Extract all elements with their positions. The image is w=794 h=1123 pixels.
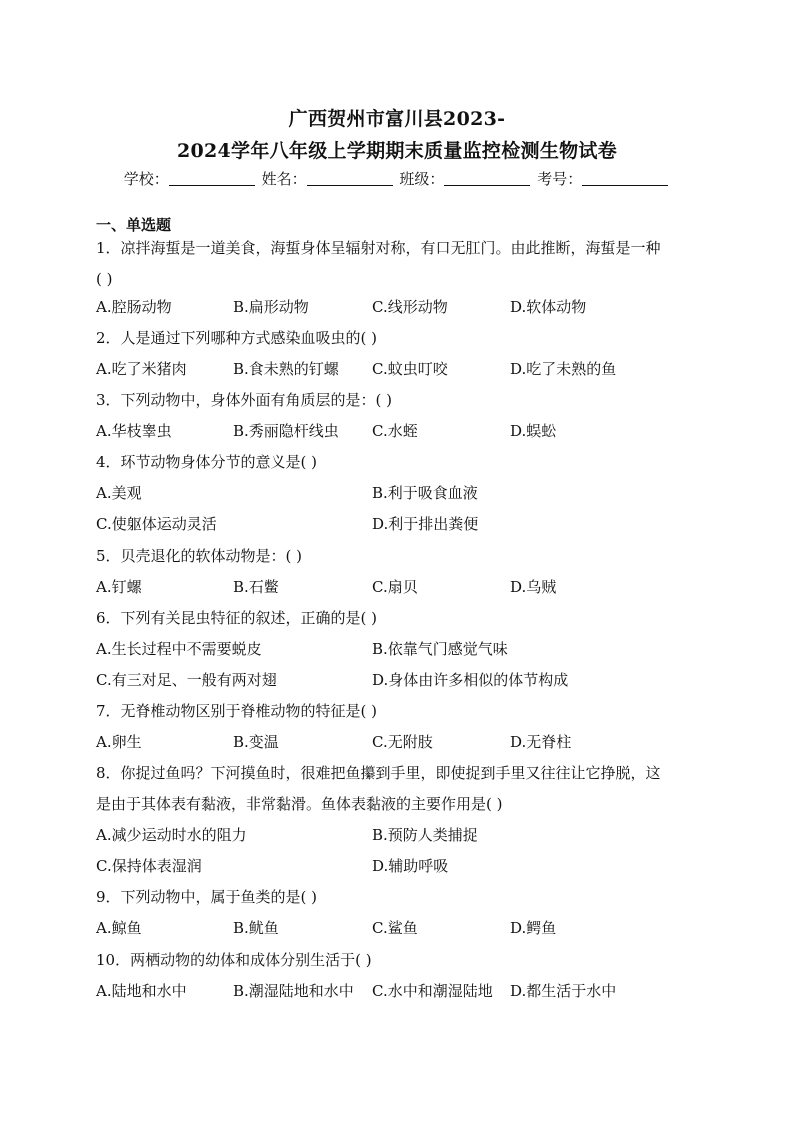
question-3-option-a: A.华枝睾虫: [96, 422, 172, 440]
question-1-options: [96, 296, 706, 318]
question-10-options: [96, 980, 706, 1002]
number-label: 考号：: [537, 170, 583, 188]
question-7-option-a: A.卵生: [96, 733, 142, 751]
question-6-option-a: A.生长过程中不需要蜕皮: [96, 640, 262, 658]
question-5-option-d: D.乌贼: [510, 578, 557, 596]
question-9-options: [96, 917, 706, 939]
question-6-options-row-2: [96, 669, 706, 691]
class-label: 班级：: [399, 170, 445, 188]
question-4-options-row-2: [96, 513, 706, 535]
question-4-option-a: A.美观: [96, 484, 142, 502]
question-1-option-c: C.线形动物: [372, 298, 448, 316]
section-heading: 一、单选题: [96, 216, 172, 234]
question-1-option-b: B.扁形动物: [233, 298, 309, 316]
question-10-option-a: A.陆地和水中: [96, 982, 187, 1000]
question-5-option-a: A.钉螺: [96, 578, 142, 596]
question-7-option-d: D.无脊柱: [510, 733, 572, 751]
question-6-option-b: B.依靠气门感觉气味: [372, 640, 508, 658]
question-7-option-c: C.无附肢: [372, 733, 433, 751]
question-4-option-b: B.利于吸食血液: [372, 484, 478, 502]
school-blank: [169, 171, 255, 186]
question-8-option-c: C.保持体表湿润: [96, 857, 202, 875]
question-8-option-a: A.减少运动时水的阻力: [96, 826, 247, 844]
question-2-option-d: D.吃了未熟的鱼: [510, 360, 617, 378]
question-6-stem: 6．下列有关昆虫特征的叙述，正确的是( ): [96, 609, 378, 627]
question-1-option-a: A.腔肠动物: [96, 298, 172, 316]
question-6-option-c: C.有三对足、一般有两对翅: [96, 671, 277, 689]
question-8-options-row-2: [96, 855, 706, 877]
name-blank: [307, 171, 393, 186]
question-2-stem: 2．人是通过下列哪种方式感染血吸虫的( ): [96, 329, 378, 347]
question-1-stem-line-1: 1．凉拌海蜇是一道美食，海蜇身体呈辐射对称，有口无肛门。由此推断，海蜇是一种: [96, 239, 661, 257]
question-2-option-c: C.蚊虫叮咬: [372, 360, 448, 378]
question-7-options: [96, 731, 706, 753]
school-label: 学校：: [123, 170, 169, 188]
question-10-option-c: C.水中和潮湿陆地: [372, 982, 493, 1000]
question-3-option-d: D.蜈蚣: [510, 422, 557, 440]
question-9-stem: 9．下列动物中，属于鱼类的是( ): [96, 888, 318, 906]
question-9-option-b: B.鱿鱼: [233, 919, 279, 937]
exam-title-line1: 广西贺州市富川县2023-: [288, 108, 506, 130]
question-4-options-row-1: [96, 482, 706, 504]
number-blank: [582, 171, 668, 186]
question-4-option-d: D.利于排出粪便: [372, 515, 479, 533]
question-2-options: [96, 358, 706, 380]
question-8-options-row-1: [96, 824, 706, 846]
question-10-option-b: B.潮湿陆地和水中: [233, 982, 354, 1000]
question-8-stem-line-2: 是由于其体表有黏液，非常黏滑。鱼体表黏液的主要作用是( ): [96, 795, 503, 813]
question-8-option-d: D.辅助呼吸: [372, 857, 449, 875]
question-5-option-b: B.石鳖: [233, 578, 279, 596]
exam-title-line2: 2024学年八年级上学期期末质量监控检测生物试卷: [176, 140, 618, 162]
student-info-line: [0, 168, 794, 189]
class-blank: [444, 171, 530, 186]
question-9-option-d: D.鳄鱼: [510, 919, 557, 937]
question-5-options: [96, 576, 706, 598]
question-10-stem: 10．两栖动物的幼体和成体分别生活于( ): [96, 951, 372, 969]
question-10-option-d: D.都生活于水中: [510, 982, 617, 1000]
question-3-option-c: C.水蛭: [372, 422, 418, 440]
question-3-stem: 3．下列动物中，身体外面有角质层的是：( ): [96, 391, 393, 409]
name-label: 姓名：: [261, 170, 307, 188]
question-6-option-d: D.身体由许多相似的体节构成: [372, 671, 569, 689]
question-4-stem: 4．环节动物身体分节的意义是( ): [96, 453, 318, 471]
question-7-stem: 7．无脊椎动物区别于脊椎动物的特征是( ): [96, 702, 378, 720]
question-4-option-c: C.使躯体运动灵活: [96, 515, 217, 533]
question-8-stem-line-1: 8．你捉过鱼吗？下河摸鱼时，很难把鱼攥到手里，即使捉到手里又往往让它挣脱，这: [96, 764, 661, 782]
question-3-option-b: B.秀丽隐杆线虫: [233, 422, 339, 440]
question-1-option-d: D.软体动物: [510, 298, 587, 316]
question-7-option-b: B.变温: [233, 733, 279, 751]
question-5-option-c: C.扇贝: [372, 578, 418, 596]
question-5-stem: 5．贝壳退化的软体动物是：( ): [96, 547, 303, 565]
question-9-option-a: A.鲸鱼: [96, 919, 142, 937]
question-2-option-a: A.吃了米猪肉: [96, 360, 187, 378]
question-3-options: [96, 420, 706, 442]
question-1-stem-line-2: ( ): [96, 270, 113, 288]
question-2-option-b: B.食未熟的钉螺: [233, 360, 339, 378]
question-9-option-c: C.鲨鱼: [372, 919, 418, 937]
question-6-options-row-1: [96, 638, 706, 660]
question-8-option-b: B.预防人类捕捉: [372, 826, 478, 844]
